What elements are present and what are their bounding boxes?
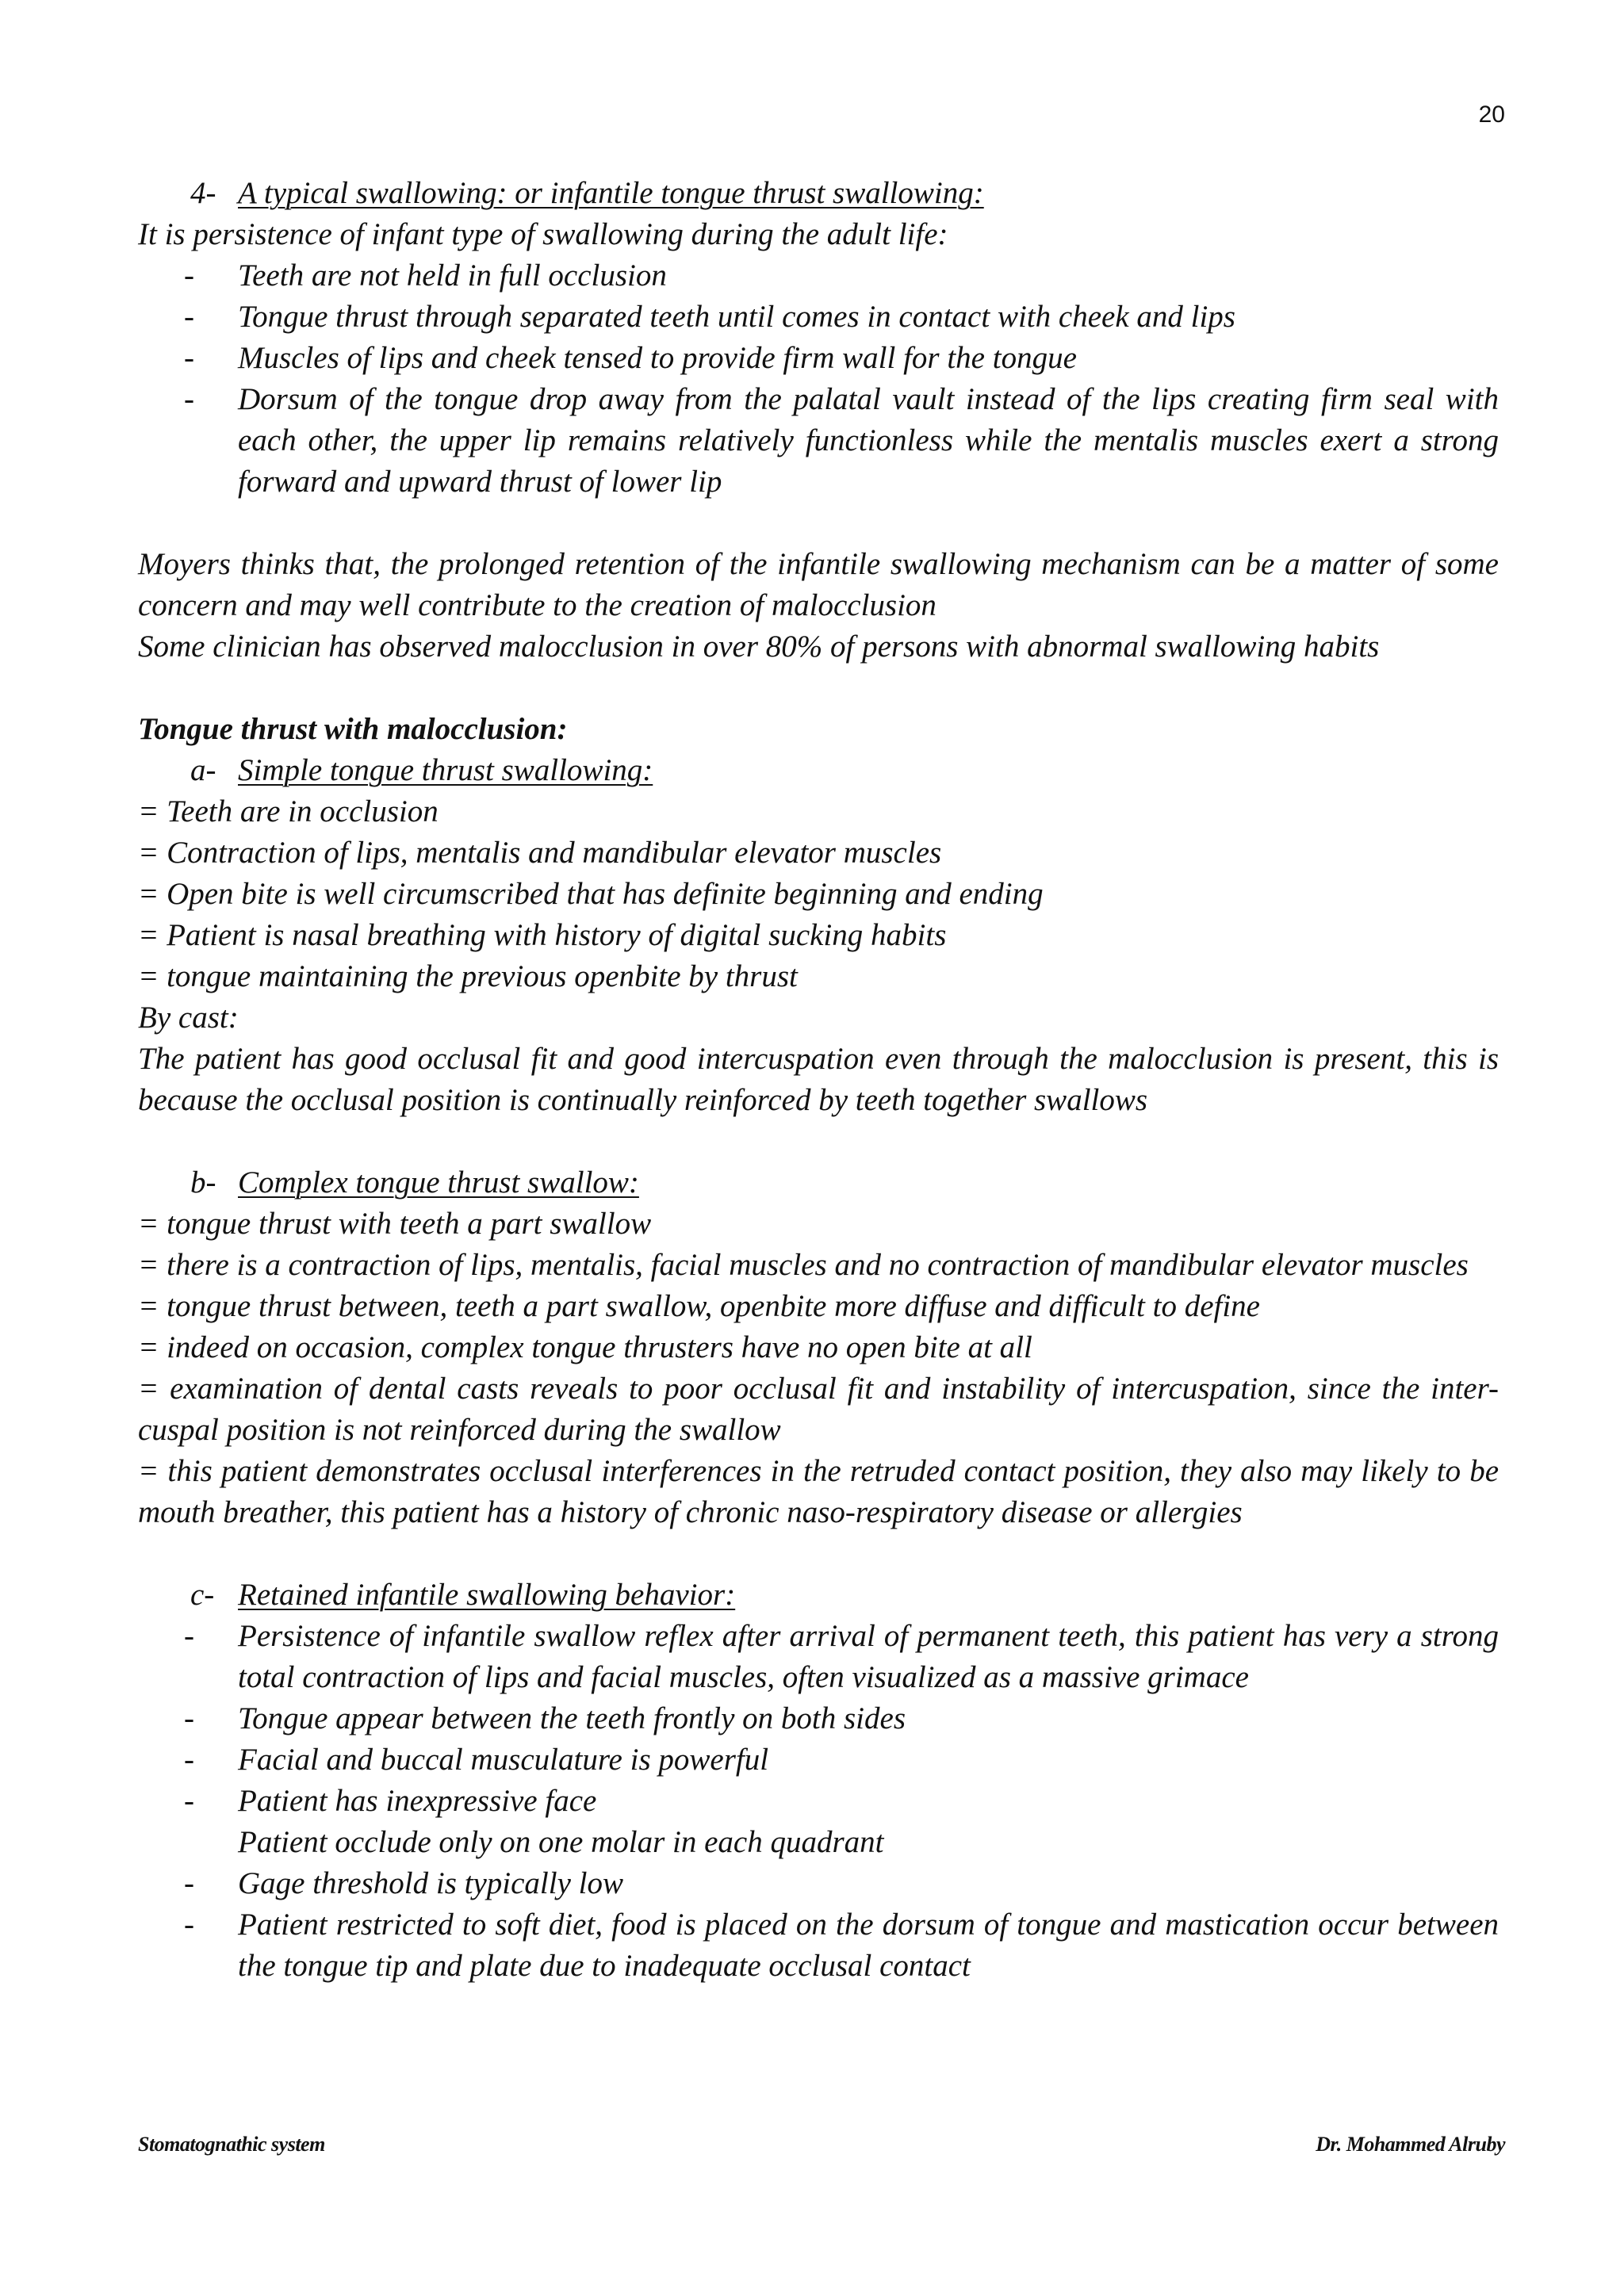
section-b-line: = there is a contraction of lips, mentalis, facial muscles and no contraction of mandibular elevator muscles	[138, 1248, 1469, 1282]
heading-tongue-thrust-malocclusion: Tongue thrust with malocclusion:	[138, 712, 568, 746]
section-a-title: Simple tongue thrust swallowing:	[238, 753, 653, 787]
section-a-line: = Contraction of lips, mentalis and mandibular elevator muscles	[138, 836, 942, 870]
bullet-dash: -	[184, 1743, 194, 1777]
bullet-dash: -	[184, 1908, 194, 1942]
list-item	[138, 297, 1499, 338]
footer-title: Stomatognathic system	[138, 2133, 325, 2156]
list-item-text: Gage threshold is typically low	[238, 1866, 623, 1900]
section-b-line: = indeed on occasion, complex tongue thrusters have no open bite at all	[138, 1330, 1032, 1364]
list-item-text: Tongue thrust through separated teeth until comes in contact with cheek and lips	[238, 300, 1235, 334]
paragraph-clinician: Some clinician has observed malocclusion in over 80% of persons with abnormal swallowing habits	[138, 629, 1380, 664]
list-item	[138, 1616, 1499, 1698]
list-item	[138, 338, 1499, 379]
section-a-marker: a-	[190, 753, 216, 787]
section-c-marker: c-	[190, 1578, 215, 1612]
section-b-line: = tongue thrust between, teeth a part swallow, openbite more diffuse and difficult to define	[138, 1289, 1260, 1323]
paragraph-moyers: Moyers thinks that, the prolonged retention of the infantile swallowing mechanism can be a matter of some concern and may well contribute to the creation of malocclusion	[138, 547, 1499, 622]
section-a-cast-text: The patient has good occlusal fit and good intercuspation even through the malocclusion is present, this is because the occlusal position is continually reinforced by teeth together swallows	[138, 1042, 1499, 1117]
section-b-heading	[138, 1162, 1499, 1203]
list-item	[138, 1698, 1499, 1739]
section-c-title: Retained infantile swallowing behavior:	[238, 1578, 736, 1612]
page-number: 20	[1478, 101, 1505, 128]
section-b-line: = examination of dental casts reveals to poor occlusal fit and instability of intercuspation, since the inter-cuspal position is not reinforced during the swallow	[138, 1372, 1499, 1447]
list-item-text: Tongue appear between the teeth frontly on both sides	[238, 1701, 906, 1735]
section-4-heading	[138, 173, 1499, 214]
section-b-line: = tongue thrust with teeth a part swallow	[138, 1207, 652, 1241]
bullet-dash: -	[184, 382, 194, 416]
section-a-line: = Patient is nasal breathing with history of digital sucking habits	[138, 918, 947, 952]
footer-author: Dr. Mohammed Alruby	[1316, 2133, 1505, 2156]
bullet-dash: -	[184, 1619, 194, 1653]
section-4-marker: 4-	[190, 176, 216, 210]
bullet-dash: -	[184, 300, 194, 334]
bullet-dash: -	[184, 1701, 194, 1735]
list-item	[138, 1904, 1499, 1987]
section-a-line: = Teeth are in occlusion	[138, 794, 439, 828]
bullet-dash: -	[184, 341, 194, 375]
document-body	[138, 173, 1499, 1987]
list-item-text: Patient restricted to soft diet, food is placed on the dorsum of tongue and mastication occur between the tongue tip and plate due to inadequate occlusal contact	[238, 1908, 1499, 1983]
list-item	[138, 1781, 1499, 1822]
bullet-dash: -	[184, 258, 194, 293]
list-item	[138, 255, 1499, 297]
section-a-line: = tongue maintaining the previous openbite by thrust	[138, 959, 798, 993]
list-item-text: Patient has inexpressive face	[238, 1784, 597, 1818]
list-item	[138, 379, 1499, 503]
list-item	[138, 1863, 1499, 1904]
section-a-line: = Open bite is well circumscribed that has definite beginning and ending	[138, 877, 1044, 911]
bullet-dash: -	[184, 1784, 194, 1818]
list-item-continuation	[138, 1822, 1499, 1863]
section-a-heading	[138, 750, 1499, 791]
list-item-text: Persistence of infantile swallow reflex after arrival of permanent teeth, this patient has very a strong total contraction of lips and facial muscles, often visualized as a massive grimace	[238, 1619, 1499, 1694]
list-item-text: Teeth are not held in full occlusion	[238, 258, 667, 293]
section-4-intro: It is persistence of infant type of swallowing during the adult life:	[138, 217, 948, 251]
section-c-heading	[138, 1575, 1499, 1616]
list-item-text: Dorsum of the tongue drop away from the palatal vault instead of the lips creating firm seal with each other, the upper lip remains relatively functionless while the mentalis muscles exert a strong forward and upward thrust of lower lip	[238, 382, 1499, 499]
section-b-title: Complex tongue thrust swallow:	[238, 1165, 639, 1200]
bullet-dash: -	[184, 1866, 194, 1900]
list-item-text: Patient occlude only on one molar in each quadrant	[238, 1825, 884, 1859]
section-4-title: A typical swallowing: or infantile tongue thrust swallowing:	[238, 176, 984, 210]
list-item-text: Muscles of lips and cheek tensed to provide firm wall for the tongue	[238, 341, 1077, 375]
section-b-line: = this patient demonstrates occlusal interferences in the retruded contact position, they also may likely to be mouth breather, this patient has a history of chronic naso-respiratory disease or allergies	[138, 1454, 1499, 1529]
list-item	[138, 1739, 1499, 1781]
section-a-by-cast: By cast:	[138, 1001, 239, 1035]
section-b-marker: b-	[190, 1165, 216, 1200]
list-item-text: Facial and buccal musculature is powerful	[238, 1743, 769, 1777]
